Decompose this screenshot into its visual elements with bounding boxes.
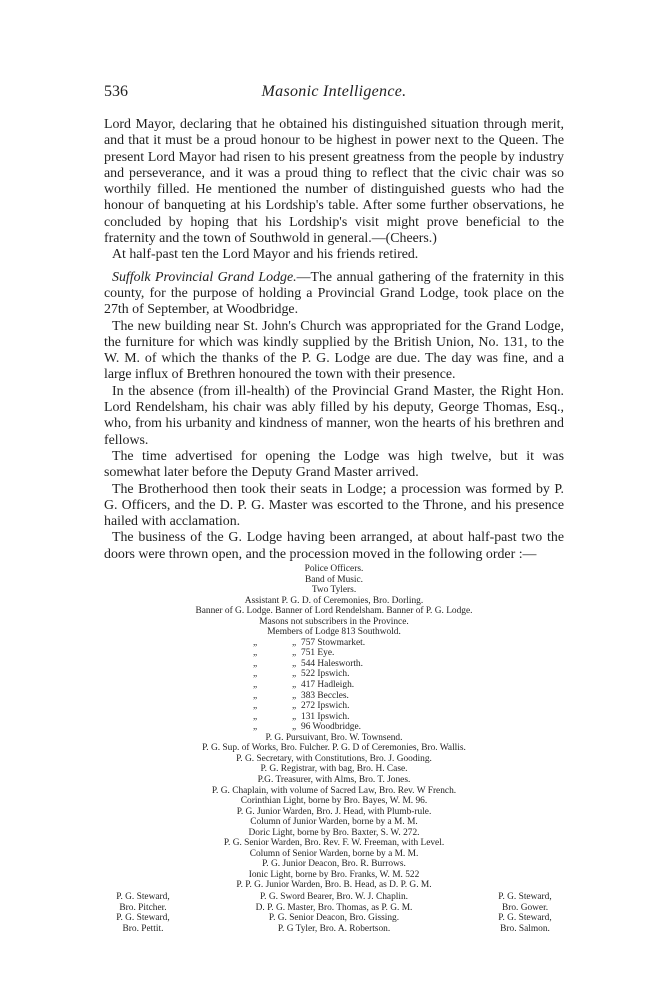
procession-line: Ionic Light, borne by Bro. Franks, W. M. 522 <box>248 869 420 880</box>
lodge-name: 757 Stowmarket. <box>301 637 366 648</box>
lodge-row <box>253 722 564 733</box>
lodge-row <box>253 680 564 691</box>
ditto-mark: „ <box>253 648 258 659</box>
procession-tail-line: P. G. Steward, <box>498 913 552 924</box>
procession-line: P.G. Treasurer, with Alms, Bro. T. Jones. <box>257 774 411 785</box>
paragraph-5: In the absence (from ill-health) of the Provincial Grand Master, the Right Hon. Lord Rendelsham, his chair was ably filled by his deputy, George Thomas, Esq., who, from his urbanity and kindness of manner, won the hearts of his brethren and fellows. <box>104 383 564 448</box>
procession-line: Police Officers. <box>304 564 364 575</box>
procession-line: P. G. Senior Warden, Bro. Rev. F. W. Freeman, with Level. <box>223 838 445 849</box>
ditto-mark: „ <box>253 722 258 733</box>
page-number: 536 <box>104 83 128 100</box>
procession-line: P. G. Registrar, with bag, Bro. H. Case. <box>260 764 408 775</box>
procession-line: P. G. Chaplain, with volume of Sacred Law, Bro. Rev. W French. <box>211 785 457 796</box>
ditto-mark: „ <box>253 690 258 701</box>
ditto-mark: „ <box>292 648 297 659</box>
lodge-name: 417 Hadleigh. <box>301 680 355 691</box>
ditto-mark: „ <box>292 701 297 712</box>
paragraph-7: The Brotherhood then took their seats in Lodge; a procession was formed by P. G. Officers, and the D. P. G. Master was escorted to the Throne, and his presence hailed with acclamation. <box>104 481 564 530</box>
procession-line: Doric Light, borne by Bro. Baxter, S. W. 272. <box>248 827 420 838</box>
procession-line: Band of Music. <box>304 574 364 585</box>
procession-tail-line: Bro. Pettit. <box>122 923 164 934</box>
lodge-row <box>253 712 564 723</box>
procession-line: Members of Lodge 813 Southwold. <box>267 627 401 638</box>
paragraph-1: Lord Mayor, declaring that he obtained his distinguished situation through merit, and that it must be a proud honour to be highest in power next to the Queen. The present Lord Mayor had risen to his present greatness from the people by industry and perseverance, and it was a proud thing to reflect that the civic chair was so worthily filled. He mentioned the number of distinguished guests who had the honour of banqueting at his Lordship's table. After some further observations, he concluded by hoping that his Lordship's visit might prove beneficial to the fraternity and the town of Southwold in general.—(Cheers.) <box>104 117 564 247</box>
procession-tail-line: Bro. Pitcher. <box>119 902 167 913</box>
page-header <box>104 83 564 105</box>
procession-tail-line: D. P. G. Master, Bro. Thomas, as P. G. M. <box>255 902 413 913</box>
ditto-mark: „ <box>253 701 258 712</box>
procession-tail <box>104 892 564 934</box>
paragraph-8: The business of the G. Lodge having been arranged, at about half-past two the doors were thrown open, and the procession moved in the following order :— <box>104 530 564 562</box>
paragraph-3-text: —The annual gathering of the fraternity in this county, for the purpose of holding a Provincial Grand Lodge, took place on the 27th of September, at Woodbridge. <box>104 269 564 318</box>
lodge-row <box>253 659 564 670</box>
procession-line: Column of Senior Warden, borne by a M. M. <box>249 848 419 859</box>
ditto-mark: „ <box>253 637 258 648</box>
procession-line: Assistant P. G. D. of Ceremonies, Bro. Dorling. <box>244 595 424 606</box>
procession-tail-line: P. G. Steward, <box>116 891 170 902</box>
procession-tail-line: Bro. Gower. <box>501 902 549 913</box>
book-page <box>104 83 564 934</box>
procession-body <box>104 733 564 891</box>
procession-tail-line: Bro. Salmon. <box>500 923 550 934</box>
procession-line: P. G. Junior Warden, Bro. J. Head, with Plumb-rule. <box>236 806 432 817</box>
ditto-mark: „ <box>253 658 258 669</box>
procession-tail-line: P. G. Senior Deacon, Bro. Gissing. <box>268 913 400 924</box>
procession-tail-line: P. G. Sword Bearer, Bro. W. J. Chaplin. <box>259 891 409 902</box>
procession-line: Two Tylers. <box>311 585 357 596</box>
lodge-name: 131 Ipswich. <box>301 711 350 722</box>
procession-line: Masons not subscribers in the Province. <box>259 616 409 627</box>
lodge-row <box>253 669 564 680</box>
paragraph-4: The new building near St. John's Church was appropriated for the Grand Lodge, the furniture for which was kindly supplied by the British Union, No. 131, to the W. M. of which the thanks of the P. G. Lodge are due. The day was fine, and a large influx of Brethren honoured the town with their presence. <box>104 318 564 383</box>
ditto-mark: „ <box>292 669 297 680</box>
running-head: Masonic Intelligence. <box>261 83 407 100</box>
procession-line: P. P. G. Junior Warden, Bro. B. Head, as D. P. G. M. <box>236 880 432 891</box>
ditto-mark: „ <box>292 722 297 733</box>
procession-line: P. G. Secretary, with Constitutions, Bro. J. Gooding. <box>236 753 432 764</box>
lodge-name: 383 Beccles. <box>301 690 349 701</box>
lodge-row <box>253 638 564 649</box>
lodge-name: 522 Ipswich. <box>301 669 350 680</box>
ditto-mark: „ <box>292 690 297 701</box>
paragraph-2: At half-past ten the Lord Mayor and his friends retired. <box>112 247 419 263</box>
ditto-mark: „ <box>292 711 297 722</box>
stewards-left <box>104 892 182 934</box>
procession-line: P. G. Sup. of Works, Bro. Fulcher. P. G. D of Ceremonies, Bro. Wallis. <box>202 743 466 754</box>
lodge-row <box>253 701 564 712</box>
lodge-list <box>253 638 564 733</box>
ditto-mark: „ <box>253 680 258 691</box>
procession-line: P. G. Junior Deacon, Bro. R. Burrows. <box>262 859 406 870</box>
section-heading: Suffolk Provincial Grand Lodge. <box>112 269 297 285</box>
ditto-mark: „ <box>292 637 297 648</box>
paragraph-3 <box>104 270 564 319</box>
ditto-mark: „ <box>253 669 258 680</box>
stewards-right <box>486 892 564 934</box>
procession-line: P. G. Pursuivant, Bro. W. Townsend. <box>265 732 403 743</box>
procession-tail-line: P. G. Steward, <box>116 913 170 924</box>
procession-line: Column of Junior Warden, borne by a M. M. <box>250 817 418 828</box>
ditto-mark: „ <box>253 711 258 722</box>
ditto-mark: „ <box>292 658 297 669</box>
lodge-row <box>253 648 564 659</box>
procession-head <box>104 564 564 638</box>
ditto-mark: „ <box>292 680 297 691</box>
lodge-row <box>253 691 564 702</box>
lodge-name: 544 Halesworth. <box>301 658 363 669</box>
procession-line: Corinthian Light, borne by Bro. Bayes, W. M. 96. <box>240 796 428 807</box>
lodge-name: 96 Woodbridge. <box>301 722 362 733</box>
officers-center <box>182 892 486 934</box>
procession-order <box>104 564 564 934</box>
procession-tail-line: P. G. Steward, <box>498 891 552 902</box>
procession-tail-line: P. G Tyler, Bro. A. Robertson. <box>277 923 391 934</box>
lodge-name: 272 Ipswich. <box>301 701 350 712</box>
procession-line: Banner of G. Lodge. Banner of Lord Rendelsham. Banner of P. G. Lodge. <box>195 606 473 617</box>
article-body <box>104 117 564 563</box>
lodge-name: 751 Eye. <box>301 648 335 659</box>
paragraph-6: The time advertised for opening the Lodge was high twelve, but it was somewhat later before the Deputy Grand Master arrived. <box>104 448 564 481</box>
